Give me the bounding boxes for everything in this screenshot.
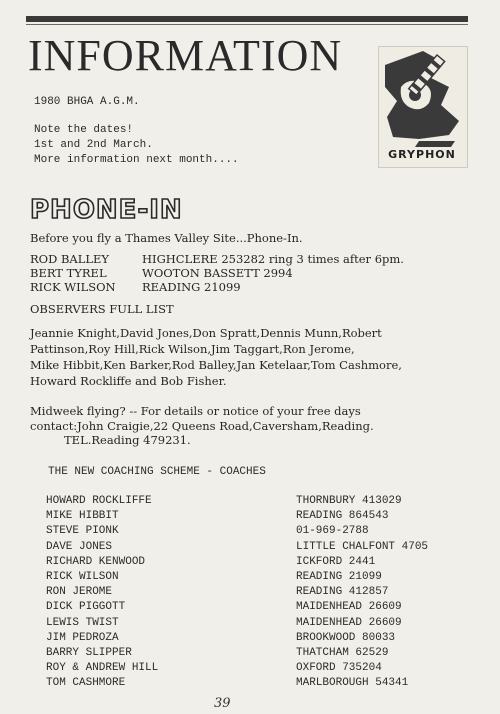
coach-phone: BROOKWOOD 80033 xyxy=(296,631,396,644)
coach-name: ROY & ANDREW HILL xyxy=(46,662,159,675)
note-line-1: Note the dates! xyxy=(34,124,134,136)
coach-name: HOWARD ROCKLIFFE xyxy=(46,495,152,507)
coach-phone: MARLBOROUGH 54341 xyxy=(296,677,409,690)
observers-line: Howard Rockliffe and Bob Fisher. xyxy=(30,374,227,388)
page-number: 39 xyxy=(214,696,231,711)
contact-name: RICK WILSON xyxy=(30,280,116,294)
coach-name: RICK WILSON xyxy=(46,571,119,583)
logo-caption: GRYPHON xyxy=(388,148,456,161)
coach-name: RON JEROME xyxy=(46,586,113,599)
note-line-3: More information next month.... xyxy=(34,154,239,166)
top-rule-thin xyxy=(26,24,468,25)
coach-phone: OXFORD 735204 xyxy=(296,662,382,675)
coach-phone: MAIDENHEAD 26609 xyxy=(296,616,402,629)
observers-heading: OBSERVERS FULL LIST xyxy=(30,302,174,316)
coaching-heading: THE NEW COACHING SCHEME - COACHES xyxy=(48,466,266,478)
coach-name: DICK PIGGOTT xyxy=(46,601,126,614)
coach-name: LEWIS TWIST xyxy=(46,616,119,629)
coach-phone: READING 864543 xyxy=(296,510,389,523)
phone-in-intro: Before you fly a Thames Valley Site...Phone-In. xyxy=(30,231,303,245)
coach-phone: READING 412857 xyxy=(296,586,389,599)
midweek-line: contact:John Craigie,22 Queens Road,Caversham,Reading. xyxy=(30,419,374,433)
coach-phone: THATCHAM 62529 xyxy=(296,647,389,659)
coach-name: JIM PEDROZA xyxy=(46,631,119,644)
page-title: INFORMATION xyxy=(28,31,343,80)
note-line-2: 1st and 2nd March. xyxy=(34,139,153,151)
observers-line: Pattinson,Roy Hill,Rick Wilson,Jim Taggart,Ron Jerome, xyxy=(30,342,355,356)
coach-name: BARRY SLIPPER xyxy=(46,647,132,659)
agm-line: 1980 BHGA A.G.M. xyxy=(34,96,140,108)
observers-line: Jeannie Knight,David Jones,Don Spratt,Dennis Munn,Robert xyxy=(30,326,382,340)
contact-name: ROD BALLEY xyxy=(30,252,109,266)
coach-name: STEVE PIONK xyxy=(46,525,119,538)
coach-phone: MAIDENHEAD 26609 xyxy=(296,601,402,614)
coach-name: RICHARD KENWOOD xyxy=(46,555,146,568)
coach-phone: ICKFORD 2441 xyxy=(296,555,376,568)
contact-detail: WOOTON BASSETT 2994 xyxy=(142,266,293,280)
contact-name: BERT TYREL xyxy=(30,266,107,280)
coach-phone: THORNBURY 413029 xyxy=(296,495,402,507)
coach-name: DAVE JONES xyxy=(46,540,113,553)
contact-detail: READING 21099 xyxy=(142,280,241,294)
coach-phone: READING 21099 xyxy=(296,571,382,583)
observers-line: Mike Hibbit,Ken Barker,Rod Balley,Jan Ketelaar,Tom Cashmore, xyxy=(30,358,402,372)
phone-in-heading: PHONE-IN xyxy=(30,195,183,225)
top-rule xyxy=(26,16,468,22)
midweek-tel: TEL.Reading 479231. xyxy=(64,433,191,447)
midweek-line: Midweek flying? -- For details or notice of your free days xyxy=(30,404,361,418)
contact-detail: HIGHCLERE 253282 ring 3 times after 6pm. xyxy=(142,252,404,266)
coach-name: MIKE HIBBIT xyxy=(46,510,119,523)
coach-phone: 01-969-2788 xyxy=(296,525,369,538)
coach-phone: LITTLE CHALFONT 4705 xyxy=(296,540,429,553)
coach-name: TOM CASHMORE xyxy=(46,677,126,690)
